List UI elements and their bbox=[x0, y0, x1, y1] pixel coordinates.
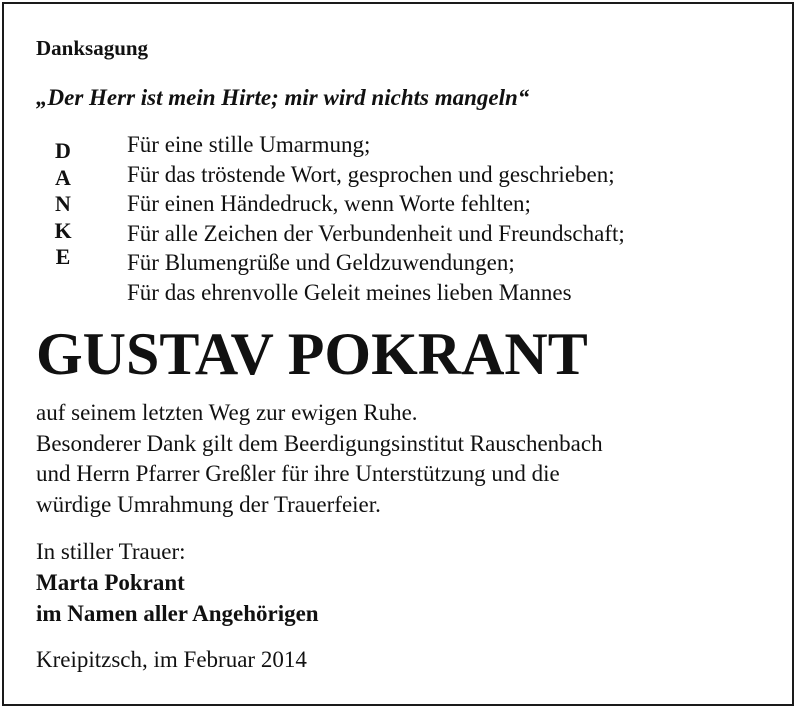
body-line: und Herrn Pfarrer Greßler für ihre Unterstützung und die bbox=[36, 461, 560, 486]
thanks-line: Für eine stille Umarmung; bbox=[127, 132, 371, 157]
body-line: Besonderer Dank gilt dem Beerdigungsinstitut Rauschenbach bbox=[36, 430, 603, 456]
signoff-block bbox=[36, 536, 319, 629]
body-line: würdige Umrahmung der Trauerfeier. bbox=[36, 491, 381, 517]
acrostic-letter: N bbox=[55, 191, 71, 216]
acrostic-letter: D bbox=[55, 138, 71, 163]
body-line: auf seinem letzten Weg zur ewigen Ruhe. bbox=[36, 400, 418, 425]
place-date: Kreipitzsch, im Februar 2014 bbox=[36, 647, 307, 672]
acrostic-letter: E bbox=[55, 244, 71, 269]
danke-acrostic bbox=[50, 138, 76, 271]
notice-heading: Danksagung bbox=[36, 36, 149, 60]
deceased-name: GUSTAV POKRANT bbox=[36, 321, 588, 387]
acrostic-letter: A bbox=[55, 164, 71, 190]
signoff-intro: In stiller Trauer: bbox=[36, 539, 186, 564]
thanks-line: Für Blumengrüße und Geldzuwendungen; bbox=[127, 250, 515, 276]
signoff-on-behalf: im Namen aller Angehörigen bbox=[36, 601, 319, 626]
thanks-line: Für alle Zeichen der Verbundenheit und Freundschaft; bbox=[127, 220, 625, 246]
thanks-list bbox=[127, 130, 625, 308]
acrostic-letter: K bbox=[54, 217, 72, 243]
thanks-line: Für das ehrenvolle Geleit meines lieben Mannes bbox=[127, 279, 572, 305]
bible-quote: „Der Herr ist mein Hirte; mir wird nichts mangeln“ bbox=[36, 85, 530, 110]
body-paragraph bbox=[36, 398, 603, 520]
signoff-name: Marta Pokrant bbox=[36, 570, 185, 595]
thanks-line: Für einen Händedruck, wenn Worte fehlten; bbox=[127, 191, 531, 217]
thanks-line: Für das tröstende Wort, gesprochen und geschrieben; bbox=[127, 161, 615, 187]
